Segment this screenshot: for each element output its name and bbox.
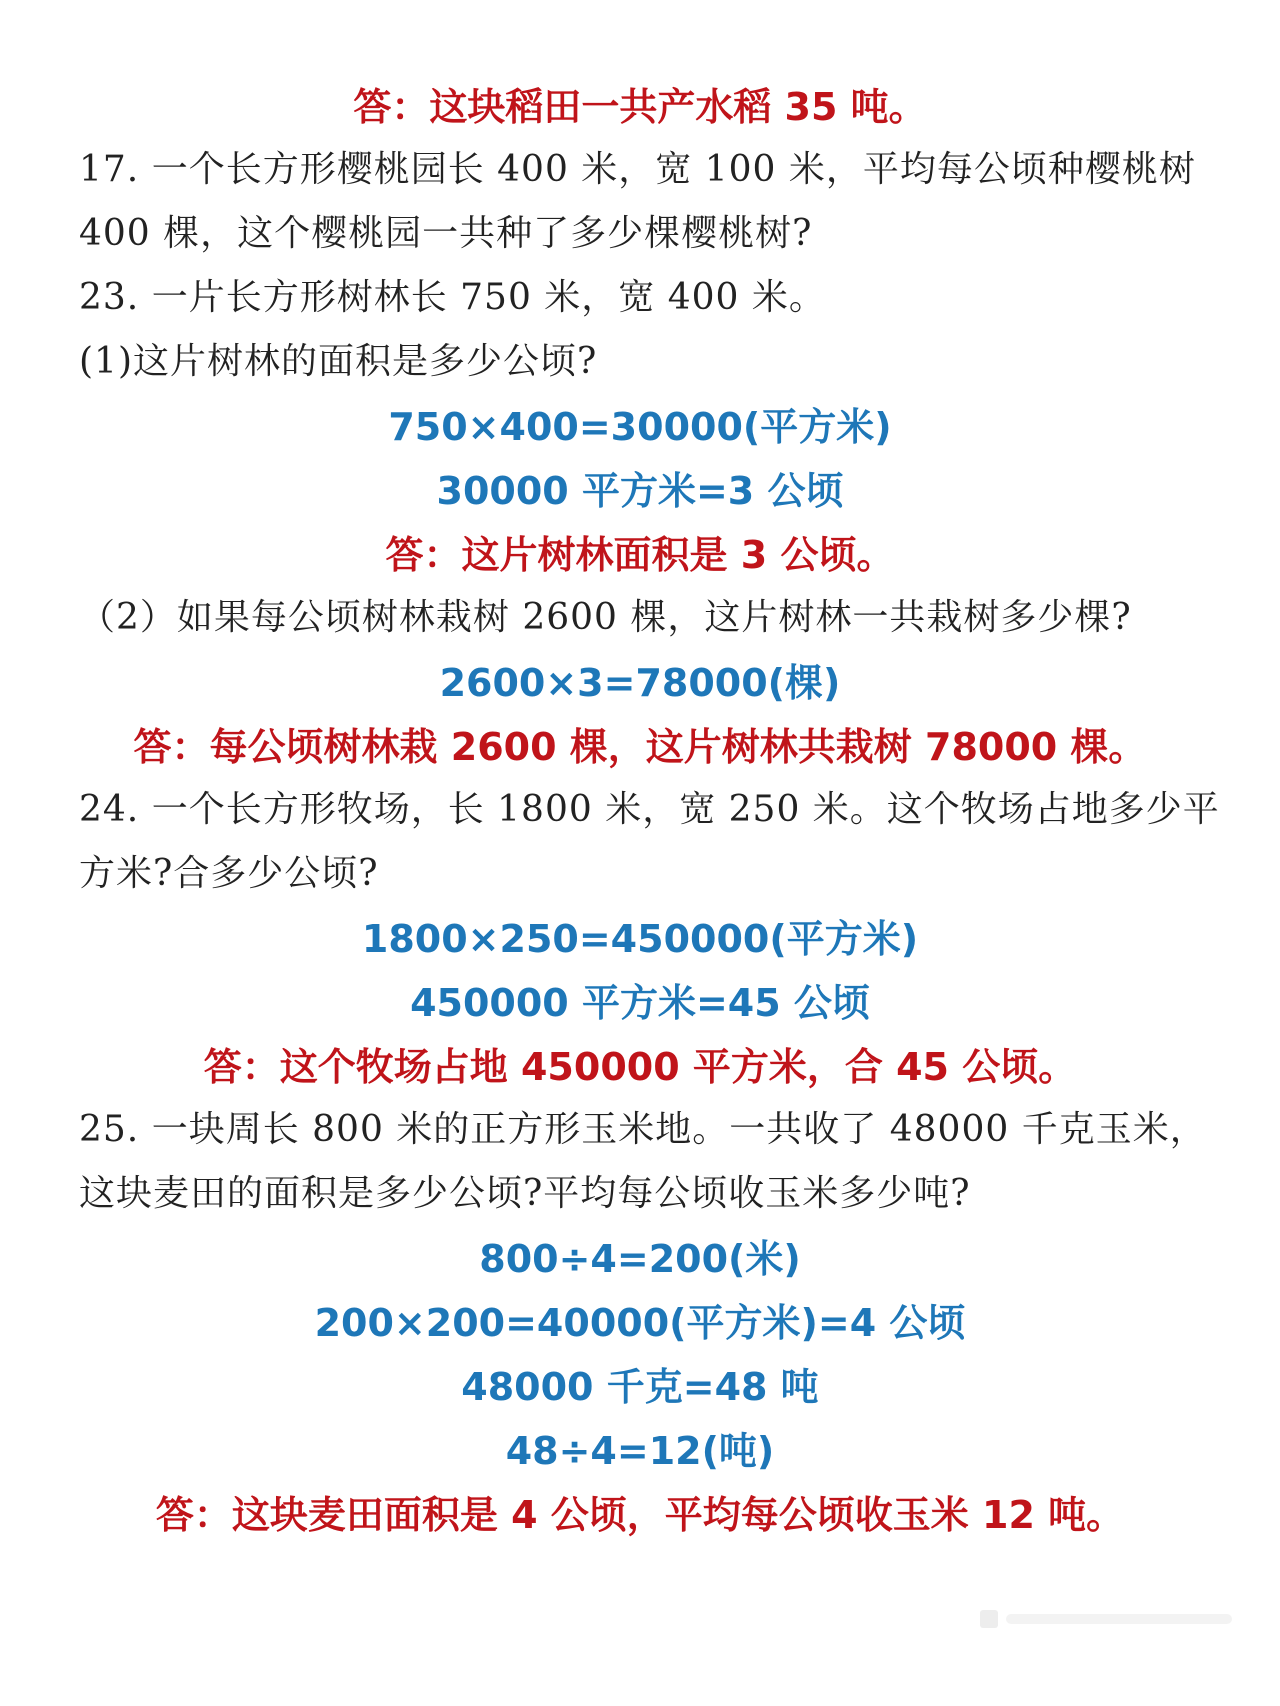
question-24-line-2: 方米?合多少公顷? bbox=[79, 853, 379, 894]
answer-16: 答：这块稻田一共产水稻 35 吨。 bbox=[353, 85, 927, 129]
calc-24-1: 1800×250=450000(平方米) bbox=[361, 917, 919, 961]
calc-25-3: 48000 千克=48 吨 bbox=[461, 1365, 819, 1409]
calc-23-2: 30000 平方米=3 公顷 bbox=[436, 469, 844, 513]
calc-23-1: 750×400=30000(平方米) bbox=[388, 405, 892, 449]
question-25-line-1: 25. 一块周长 800 米的正方形玉米地。一共收了 48000 千克玉米， bbox=[79, 1109, 1207, 1150]
question-23-line-1: 23. 一片长方形树林长 750 米，宽 400 米。 bbox=[79, 277, 826, 318]
watermark-logo bbox=[980, 1604, 1240, 1634]
question-17-line-1: 17. 一个长方形樱桃园长 400 米，宽 100 米，平均每公顷种樱桃树 bbox=[79, 149, 1196, 190]
question-24-line-1: 24. 一个长方形牧场，长 1800 米，宽 250 米。这个牧场占地多少平 bbox=[79, 789, 1220, 830]
question-23-part-1: (1)这片树林的面积是多少公顷? bbox=[79, 341, 598, 382]
answer-23-1: 答：这片树林面积是 3 公顷。 bbox=[385, 533, 895, 577]
calc-25-2: 200×200=40000(平方米)=4 公顷 bbox=[314, 1301, 966, 1345]
question-23-part-2: （2）如果每公顷树林栽树 2600 棵，这片树林一共栽树多少棵? bbox=[79, 597, 1132, 638]
answer-24: 答：这个牧场占地 450000 平方米，合 45 公顷。 bbox=[203, 1045, 1077, 1089]
calc-25-1: 800÷4=200(米) bbox=[479, 1237, 801, 1281]
calc-23-3: 2600×3=78000(棵) bbox=[439, 661, 841, 705]
question-25-line-2: 这块麦田的面积是多少公顷?平均每公顷收玉米多少吨? bbox=[79, 1173, 971, 1214]
answer-25: 答：这块麦田面积是 4 公顷，平均每公顷收玉米 12 吨。 bbox=[155, 1493, 1125, 1537]
answer-23-2: 答：每公顷树林栽 2600 棵，这片树林共栽树 78000 棵。 bbox=[133, 725, 1147, 769]
calc-24-2: 450000 平方米=45 公顷 bbox=[410, 981, 870, 1025]
question-17-line-2: 400 棵，这个樱桃园一共种了多少棵樱桃树? bbox=[79, 213, 813, 254]
calc-25-4: 48÷4=12(吨) bbox=[505, 1429, 775, 1473]
